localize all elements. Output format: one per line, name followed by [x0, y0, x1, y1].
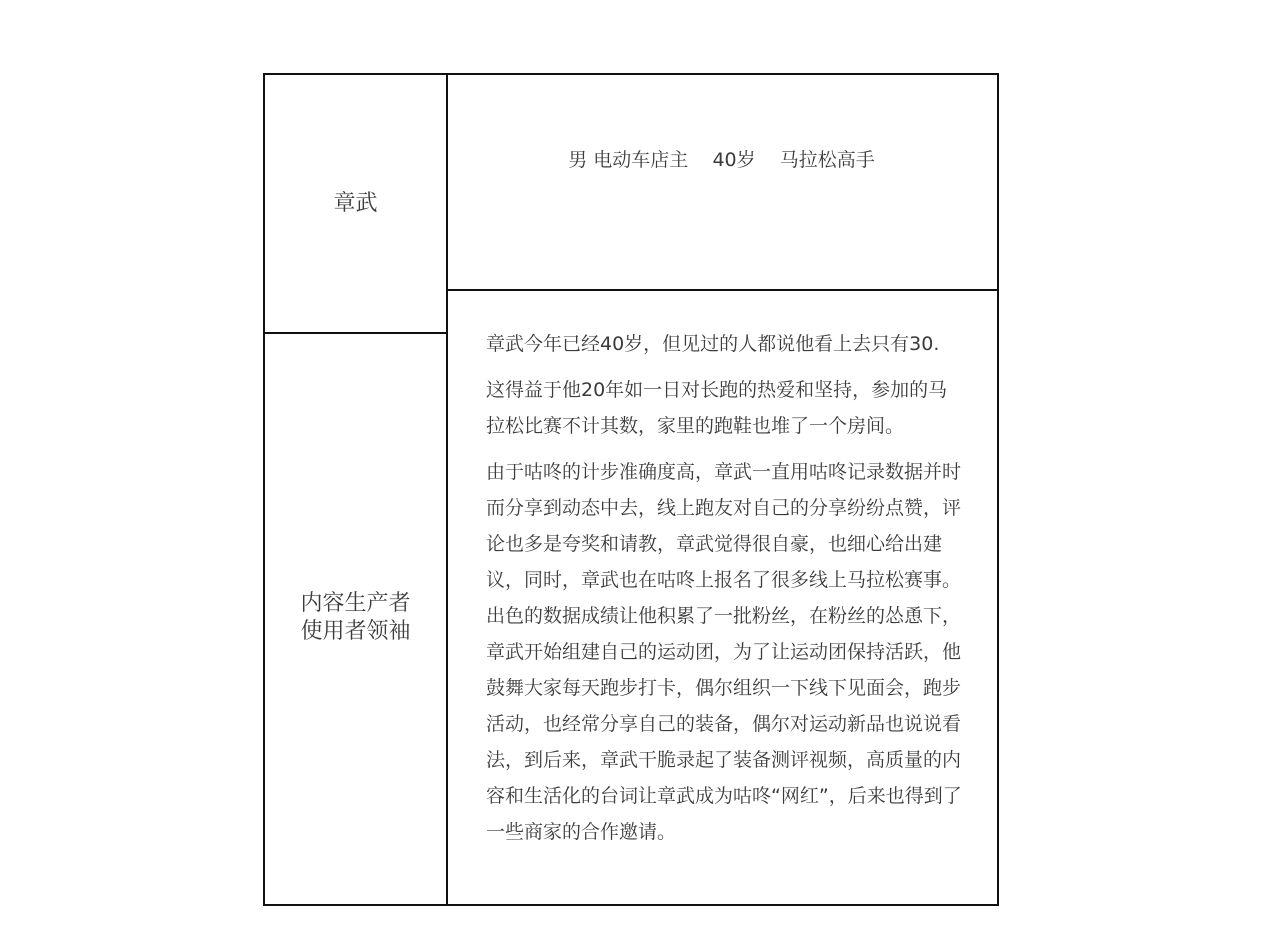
persona-role-line-1: 内容生产者 — [300, 591, 411, 616]
story-paragraph-2: 这得益于他20年如一日对长跑的热爱和坚持，参加的马拉松比赛不计其数，家里的跑鞋也堆了一个房间。 — [486, 379, 948, 437]
persona-profile-cell — [448, 75, 995, 289]
persona-role-cell — [265, 334, 446, 902]
right-row-divider — [446, 289, 997, 291]
persona-role — [300, 590, 410, 646]
persona-name-cell — [265, 75, 446, 332]
persona-story — [486, 326, 964, 850]
persona-role-line-2: 使用者领袖 — [300, 619, 411, 644]
profile-occupation: 电动车店主 — [593, 149, 689, 171]
profile-tag: 马拉松高手 — [779, 149, 875, 171]
persona-profile — [568, 146, 875, 174]
story-paragraph-3: 由于咕咚的计步准确度高，章武一直用咕咚记录数据并时而分享到动态中去，线上跑友对自己的分享纷纷点赞，评论也多是夸奖和请教，章武觉得很自豪，也细心给出建议，同时，章武也在咕咚上报名了很多线上马拉松赛事。出色的数据成绩让他积累了一批粉丝，在粉丝的怂恿下，章武开始组建自己的运动团，为了让运动团保持活跃，他鼓舞大家每天跑步打卡，偶尔组织一下线下见面会，跑步活动，也经常分享自己的装备，偶尔对运动新品也说说看法，到后来，章武干脆录起了装备测评视频，高质量的内容和生活化的台词让章武成为咕咚“网红”，后来也得到了一些商家的合作邀请。 — [486, 461, 962, 843]
profile-gender: 男 — [568, 149, 588, 171]
persona-name: 章武 — [333, 190, 378, 216]
story-paragraph-1: 章武今年已经40岁，但见过的人都说他看上去只有30. — [486, 333, 940, 355]
profile-age: 40岁 — [712, 149, 756, 171]
